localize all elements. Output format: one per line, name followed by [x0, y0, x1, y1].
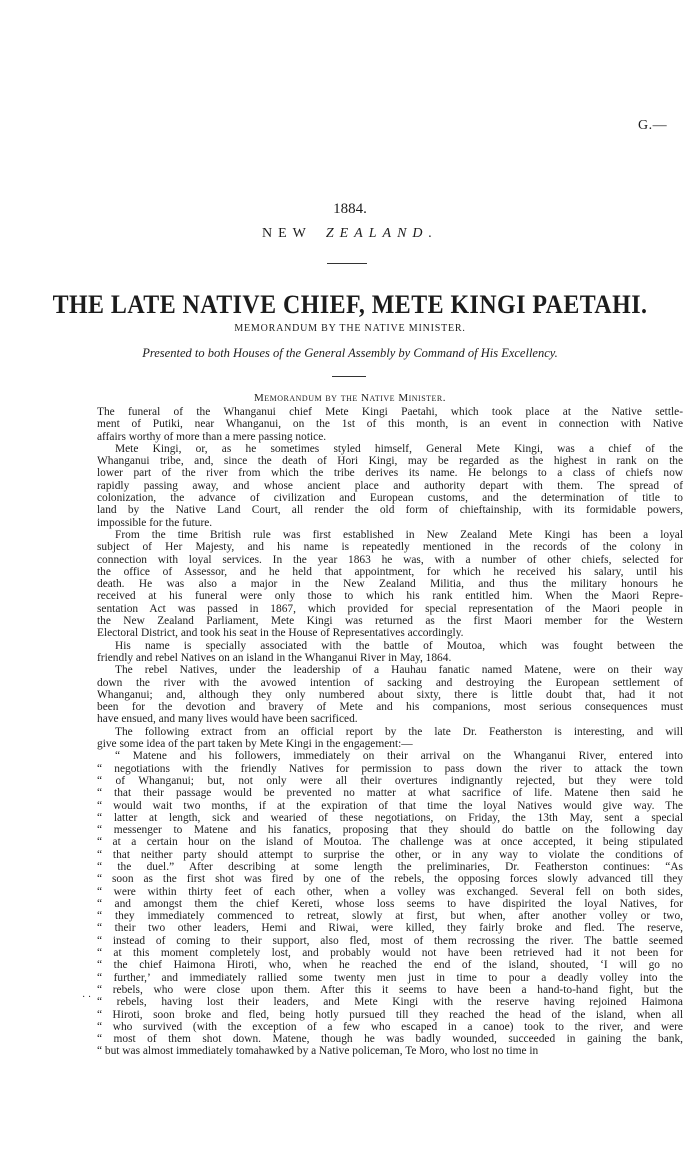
divider-rule: [327, 263, 367, 264]
text-line: subject of Her Majesty, and his name is repeatedly mentioned in the records of the colony in: [97, 541, 683, 554]
presented-line: Presented to both Houses of the General Assembly by Command of His Excellency.: [142, 346, 558, 360]
text-line: “ rebels, who were close upon them. After this it seems to have been a hand-to-hand fight, but the: [97, 983, 683, 996]
text-line: “ latter at length, sick and wearied of these negotiations, on Friday, the 13th May, sent a special: [97, 811, 683, 824]
text-line: “ the duel.” After describing at some length the preliminaries, Dr. Featherston continues: “As: [97, 860, 683, 873]
text-line: “ Hiroti, soon broke and fled, being hotly pursued till they reached the head of the island, when all: [97, 1008, 683, 1021]
text-line: impossible for the future.: [97, 516, 213, 529]
text-line: friendly and rebel Natives on an island in the Whanganui River in May, 1864.: [97, 651, 452, 664]
year: 1884.: [333, 201, 367, 217]
text-line: “ and amongst them the chief Kereti, whose loss seems to have dispirited the loyal Natives, for: [97, 897, 683, 910]
text-line: “ that neither party should attempt to surprise the other, or in any way to violate the conditions of: [97, 848, 683, 861]
text-line: “ but was almost immediately tomahawked by a Native policeman, Te Moro, who lost no time in: [97, 1045, 539, 1058]
text-line: affairs worthy of more than a mere passing notice.: [97, 430, 327, 443]
text-line: “ most of them shot down. Matene, though he was badly wounded, succeeded in gaining the bank,: [97, 1033, 683, 1046]
text-line: “ further,’ and immediately rallied some twenty men just in time to pour a deadly volley into the: [97, 971, 683, 984]
text-line: “ negotiations with the friendly Natives for permission to pass down the river to attack the town: [97, 762, 683, 775]
text-line: “ they immediately commenced to retreat, slowly at first, but when, after another volley or two,: [97, 910, 683, 923]
text-line: “ soon as the first shot was fired by one of the rebels, the opposing forces slowly advanced till they: [97, 873, 683, 886]
text-line: colonization, the advance of civilization and European customs, and the determination of title to: [97, 492, 683, 505]
text-line: received at his funeral were only those to which his rank entitled him. When the Maori Repre-: [97, 590, 683, 603]
text-line: The funeral of the Whanganui chief Mete Kingi Paetahi, which took place at the Native settle-: [97, 406, 683, 418]
text-line: “ messenger to Matene and his fanatics, proposing that they should do battle on the following day: [97, 824, 683, 837]
text-line: the New Zealand Parliament, Mete Kingi was returned as the first Maori member for the Western: [97, 615, 683, 628]
text-line: give some idea of the part taken by Mete Kingi in the engagement:—: [97, 738, 413, 751]
country-word-1: NEW: [261, 226, 312, 241]
text-line: The following extract from an official report by the late Dr. Featherston is interesting, and will: [115, 725, 683, 738]
text-line: “ at this moment completely lost, and probably would not have been retrieved had it not been for: [97, 947, 683, 960]
text-line: Electoral District, and took his seat in the House of Representatives accordingly.: [97, 627, 464, 640]
text-line: “ instead of coming to their support, also fled, most of them recrossing the river. The battle seemed: [97, 934, 683, 947]
text-line: death. He was also a major in the New Zealand Militia, and thus the military honours he: [97, 578, 683, 591]
text-line: down the river with the avowed intention of sacking and destroying the European settlement of: [97, 676, 683, 689]
text-line: lower part of the river from which the tribe derives its name. He belongs to a class of chiefs now: [97, 467, 683, 480]
text-line: His name is specially associated with the battle of Moutoa, which was fought between the: [115, 639, 683, 652]
text-line: been for the devotion and bravery of Mete and his companions, most serious consequences must: [97, 701, 683, 714]
divider-rule-2: [332, 376, 366, 377]
text-line: “ Matene and his followers, immediately on their arrival on the Whanganui River, entered into: [115, 750, 683, 763]
memorandum-heading: Memorandum by the Native Minister.: [253, 392, 447, 404]
text-line: “ that their passage would be prevented no matter at what sacrifice of life. Matene then said he: [97, 787, 683, 800]
text-line: “ at a certain hour on the island of Moutoa. The challenge was at once accepted, it being stipulated: [97, 836, 683, 849]
text-line: “ the chief Haimona Hiroti, who, when he reached the end of the island, shouted, ‘I will go no: [97, 959, 683, 972]
text-line: “ were within thirty feet of each other, when a volley was exchanged. Several fell on both sides,: [97, 885, 683, 898]
text-line: sentation Act was passed in 1867, which provided for special representation of the Maori people in: [97, 602, 683, 615]
text-line: “ who survived (with the exception of a few who escaped in a canoe) took to the river, and were: [97, 1020, 683, 1033]
page-reference: G.—: [638, 118, 668, 133]
document-subtitle: MEMORANDUM BY THE NATIVE MINISTER.: [234, 323, 466, 334]
document-title: THE LATE NATIVE CHIEF, METE KINGI PAETAHI.: [52, 290, 648, 319]
text-line: Whanganui; and, although they only numbered about sixty, there is little doubt that, had it not: [97, 688, 683, 701]
text-line: Mete Kingi, or, as he sometimes styled himself, General Mete Kingi, was a chief of the: [115, 442, 683, 455]
text-line: rapidly passing away, and whose ancient place and authority depart with them. The spread of: [97, 479, 683, 492]
text-line: have ensued, and many lives would have been sacrificed.: [97, 713, 358, 726]
text-line: land by the Native Land Court, all render the old form of chieftainship, with its formidable powers,: [97, 504, 683, 517]
text-line: “ their two other leaders, Hemi and Riwai, were killed, they fairly broke and fled. The reserve,: [97, 922, 683, 935]
margin-mark: · ·: [82, 992, 92, 1003]
text-line: “ would wait two months, if at the expiration of that time the loyal Natives would give way. The: [97, 799, 683, 812]
text-line: connection with loyal services. In the year 1863 he was, with a number of other chiefs, selected for: [97, 553, 683, 566]
body-text: [97, 406, 683, 1058]
country-word-2: ZEALAND.: [325, 226, 439, 241]
text-line: “ rebels, having lost their leaders, and Mete Kingi with the reserve having rejoined Haimona: [97, 996, 683, 1009]
country-heading: [0, 226, 700, 242]
text-line: The rebel Natives, under the leadership of a Hauhau fanatic named Matene, were on their way: [115, 664, 683, 677]
text-line: ment of Putiki, near Whanganui, on the 1st of this month, is an event in connection with Native: [97, 418, 683, 431]
text-line: Whanganui tribe, and, since the death of Hori Kingi, may be regarded as the highest in rank on the: [97, 455, 683, 468]
text-line: From the time British rule was first established in New Zealand Mete Kingi has been a loyal: [115, 528, 683, 541]
text-line: the office of Assessor, and he held that appointment, for which he received his salary, until his: [97, 565, 683, 578]
text-line: “ of Whanganui; but, not only were all their overtures indignantly rejected, but they were told: [97, 774, 683, 787]
